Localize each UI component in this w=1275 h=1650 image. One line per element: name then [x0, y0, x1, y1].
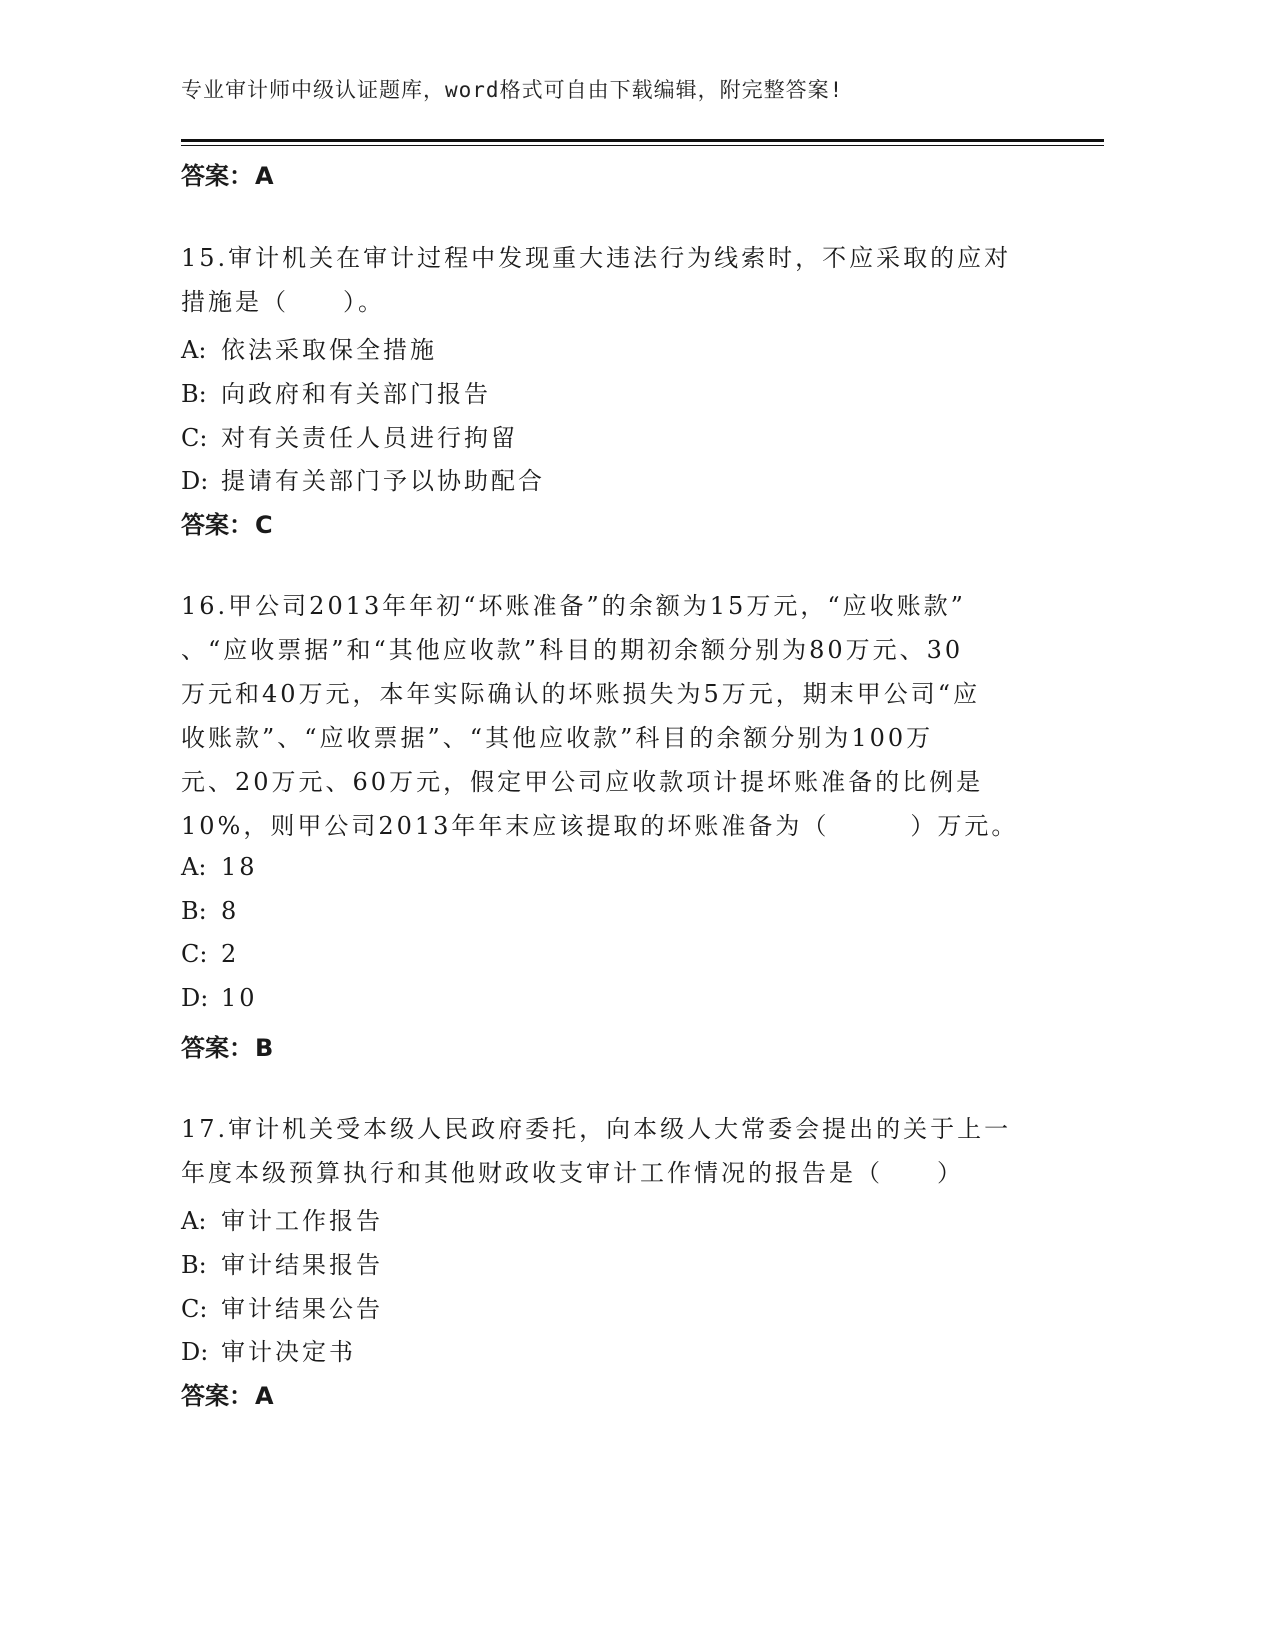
question-line	[181, 1107, 1041, 1151]
question-line-text: 甲公司2013年年初“坏账准备”的余额为15万元，“应收账款”	[228, 592, 966, 620]
option-letter: B:	[181, 380, 207, 408]
answer-label: 答案：	[181, 511, 253, 539]
question-15-option-d	[181, 461, 545, 496]
question-15-text	[181, 236, 1041, 324]
option-letter: B:	[181, 1251, 207, 1279]
question-15-option-b	[181, 374, 491, 409]
option-text: 10	[221, 984, 258, 1012]
question-17-option-d	[181, 1332, 356, 1367]
answer-value: B	[255, 1034, 274, 1062]
question-16-answer	[181, 1028, 273, 1063]
option-text: 对有关责任人员进行拘留	[221, 424, 518, 452]
option-letter: A:	[181, 853, 207, 881]
option-text: 审计结果报告	[221, 1251, 383, 1279]
question-line-text: 审计机关在审计过程中发现重大违法行为线索时，不应采取的应对	[228, 244, 1012, 272]
question-line-text: 审计机关受本级人民政府委托，向本级人大常委会提出的关于上一	[228, 1115, 1012, 1143]
question-number: 17.	[181, 1115, 229, 1143]
header-rule-thin	[181, 145, 1104, 146]
option-letter: D:	[181, 984, 209, 1012]
question-number: 15.	[181, 244, 229, 272]
option-letter: C:	[181, 424, 208, 452]
question-line	[181, 584, 1041, 628]
option-letter: A:	[181, 336, 207, 364]
option-text: 2	[221, 940, 240, 968]
question-16-option-b	[181, 897, 239, 925]
question-line: 万元和40万元，本年实际确认的坏账损失为5万元，期末甲公司“应	[181, 680, 981, 708]
option-text: 8	[221, 897, 240, 925]
question-17-option-c	[181, 1289, 383, 1324]
answer-label: 答案：	[181, 162, 253, 190]
option-letter: D:	[181, 1338, 209, 1366]
option-letter: C:	[181, 940, 208, 968]
answer-label: 答案：	[181, 1034, 253, 1062]
option-text: 审计结果公告	[221, 1295, 383, 1323]
option-letter: B:	[181, 897, 207, 925]
option-text: 依法采取保全措施	[221, 336, 437, 364]
question-line: 年度本级预算执行和其他财政收支审计工作情况的报告是（ ）	[181, 1159, 964, 1187]
question-17-option-a	[181, 1201, 383, 1236]
answer-label: 答案：	[181, 1382, 253, 1410]
question-line: 、“应收票据”和“其他应收款”科目的期初余额分别为80万元、30	[181, 636, 964, 664]
question-line: 收账款”、“应收票据”、“其他应收款”科目的余额分别为100万	[181, 724, 934, 752]
question-16-text	[181, 584, 1041, 848]
question-17-text	[181, 1107, 1041, 1195]
option-text: 审计工作报告	[221, 1207, 383, 1235]
question-16-option-d	[181, 984, 258, 1012]
option-text: 提请有关部门予以协助配合	[221, 467, 545, 495]
answer-value: C	[255, 511, 273, 539]
question-line: 元、20万元、60万元，假定甲公司应收款项计提坏账准备的比例是	[181, 768, 984, 796]
question-line: 10%，则甲公司2013年年末应该提取的坏账准备为（ ）万元。	[181, 812, 1019, 840]
question-15-option-c	[181, 418, 518, 453]
option-text: 审计决定书	[221, 1338, 356, 1366]
page-header: 专业审计师中级认证题库，word格式可自由下载编辑，附完整答案!	[181, 78, 844, 102]
answer-line	[181, 156, 274, 191]
header-rule-thick	[181, 139, 1104, 142]
question-line	[181, 236, 1041, 280]
option-letter: C:	[181, 1295, 208, 1323]
option-text: 18	[221, 853, 258, 881]
question-17-answer	[181, 1376, 274, 1411]
answer-value: A	[255, 1382, 274, 1410]
option-letter: A:	[181, 1207, 207, 1235]
question-16-option-a	[181, 853, 258, 881]
question-15-answer	[181, 505, 273, 540]
question-17-option-b	[181, 1245, 383, 1280]
question-line: 措施是（ ）。	[181, 288, 385, 316]
question-15-option-a	[181, 330, 437, 365]
question-number: 16.	[181, 592, 229, 620]
answer-value: A	[255, 162, 274, 190]
question-16-option-c	[181, 940, 239, 968]
option-text: 向政府和有关部门报告	[221, 380, 491, 408]
option-letter: D:	[181, 467, 209, 495]
